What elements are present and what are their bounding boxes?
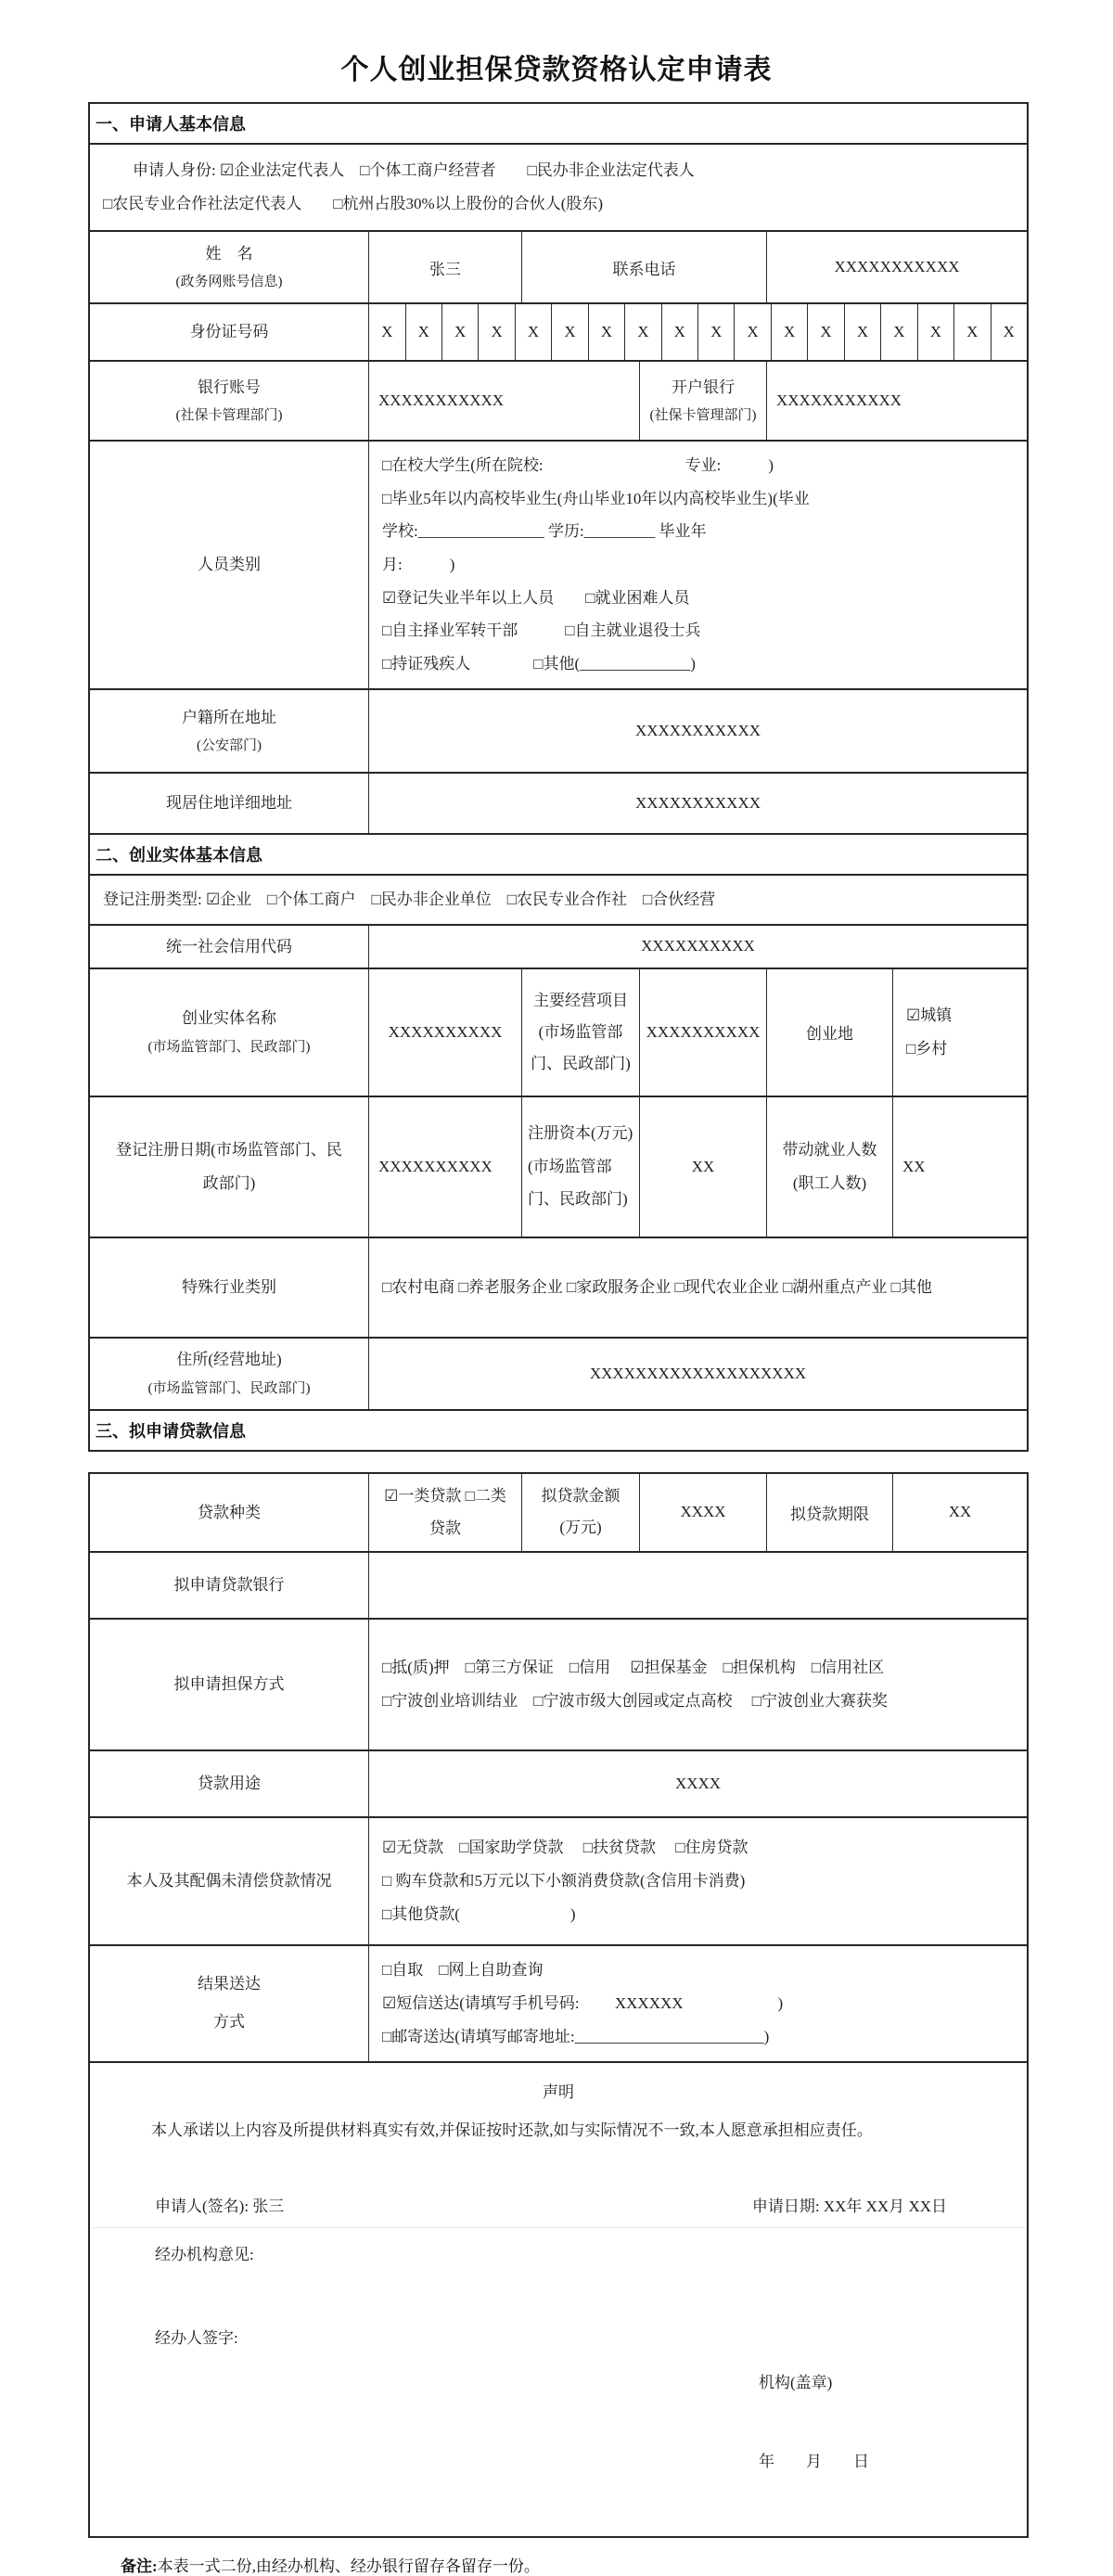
form-table-main <box>88 102 1029 1452</box>
business-address-label: 住所(经营地址) <box>176 1351 282 1369</box>
application-date: 申请日期: XX年 XX月 XX日 <box>751 2197 947 2215</box>
id-digit-cell: X <box>953 304 990 360</box>
startup-place-options <box>892 969 1027 1096</box>
name-row <box>90 230 1027 302</box>
person-type-options <box>368 442 1027 688</box>
section1-header-row <box>90 104 1027 143</box>
outstanding-loans-line: ☑无贷款 □国家助学贷款 □扶贫贷款 □住房贷款 <box>382 1839 748 1857</box>
jobs-created-label: 带动就业人数(职工人数) <box>766 1097 892 1237</box>
hukou-address-label: 户籍所在地址 <box>182 708 276 726</box>
handler-signature-label: 经办人签字: <box>155 2328 238 2347</box>
id-digit-cell: X <box>880 304 916 360</box>
seal-date-blanks: 年 月 日 <box>759 2453 869 2471</box>
agency-opinion-spacer <box>90 2271 1027 2325</box>
loan-bank-row <box>90 1551 1027 1618</box>
person-type-row <box>90 440 1027 688</box>
id-digit-cell: X <box>478 304 514 360</box>
phone-value: XXXXXXXXXXX <box>766 232 1027 302</box>
result-delivery-line: □邮寄送达(请填写邮寄地址:________________________) <box>382 2027 770 2045</box>
name-value: 张三 <box>368 232 521 302</box>
entity-name-label-cell <box>90 969 368 1096</box>
business-project-label: 主要经营项目(市场监管部门、民政部门) <box>521 969 639 1096</box>
loan-amount-value: XXXX <box>639 1474 766 1551</box>
declaration-spacer <box>90 2148 1027 2193</box>
person-type-label: 人员类别 <box>198 556 261 574</box>
loan-term-value: XX <box>892 1474 1027 1551</box>
footer-note <box>121 2553 1113 2576</box>
outstanding-loans-line: □ 购车贷款和5万元以下小额消费贷款(含信用卡消费) <box>382 1872 746 1890</box>
result-delivery-line: ☑短信送达(请填写手机号码: XXXXXX ) <box>382 1994 784 2013</box>
declaration-block <box>90 2063 1027 2536</box>
business-project-value: XXXXXXXXXX <box>639 969 766 1096</box>
person-type-line: □自主择业军转干部 □自主就业退役士兵 <box>382 622 701 640</box>
person-type-line: 学校:________________ 学历:_________ 毕业年 <box>382 522 707 541</box>
bank-name-label-cell <box>639 362 766 440</box>
entity-name-value: XXXXXXXXXX <box>368 969 521 1096</box>
hukou-address-value: XXXXXXXXXXX <box>368 690 1027 772</box>
bank-account-row <box>90 360 1027 440</box>
entity-name-label: 创业实体名称 <box>182 1009 276 1028</box>
declaration-body: 本人承诺以上内容及所提供材料真实有效,并保证按时还款,如与实际情况不一致,本人愿意承担相应责任。 <box>151 2121 873 2140</box>
id-number-row <box>90 302 1027 360</box>
registered-capital-label: 注册资本(万元)(市场监管部门、民政部门) <box>521 1097 639 1237</box>
bank-name-value: XXXXXXXXXXX <box>766 362 1027 440</box>
special-industry-label: 特殊行业类别 <box>182 1278 276 1297</box>
registered-capital-value: XX <box>639 1097 766 1237</box>
residence-address-value: XXXXXXXXXXX <box>368 774 1027 833</box>
jobs-created-value: XX <box>892 1097 1027 1237</box>
registration-type-row <box>90 874 1027 924</box>
section2-header: 二、创业实体基本信息 <box>96 845 262 865</box>
business-address-label-cell <box>90 1339 368 1409</box>
bank-account-label: 银行账号 <box>198 378 261 396</box>
section2-header-row <box>90 833 1027 874</box>
special-industry-row <box>90 1237 1027 1337</box>
id-digit-cell: X <box>807 304 843 360</box>
residence-address-row <box>90 772 1027 833</box>
footer-note-label: 备注: <box>121 2557 158 2576</box>
id-number-cells <box>368 304 1027 360</box>
declaration-row <box>90 2061 1027 2536</box>
id-digit-cell: X <box>624 304 660 360</box>
id-digit-cell: X <box>697 304 734 360</box>
registration-date-label: 登记注册日期(市场监管部门、民政部门) <box>116 1140 342 1192</box>
id-digit-cell: X <box>661 304 697 360</box>
person-type-line: □毕业5年以内高校毕业生(舟山毕业10年以内高校毕业生)(毕业 <box>382 489 810 507</box>
id-digit-cell: X <box>771 304 807 360</box>
loan-amount-label: 拟贷款金额(万元) <box>521 1474 639 1551</box>
id-digit-cell: X <box>515 304 551 360</box>
id-digit-cell: X <box>917 304 953 360</box>
hukou-address-label-cell <box>90 690 368 772</box>
person-type-line: □在校大学生(所在院校: 专业: ) <box>382 456 774 474</box>
page-title: 个人创业担保贷款资格认定申请表 <box>340 55 773 85</box>
section3-header: 三、拟申请贷款信息 <box>96 1421 246 1441</box>
agency-opinion: 经办机构意见: <box>155 2245 254 2263</box>
id-digit-cell: X <box>588 304 624 360</box>
identity-options-line2: □农民专业合作社法定代表人 □杭州占股30%以上股份的合伙人(股东) <box>103 195 604 212</box>
result-delivery-line: □自取 □网上自助查询 <box>382 1961 544 1980</box>
loan-purpose-row <box>90 1749 1027 1816</box>
bank-account-value: XXXXXXXXXXX <box>368 362 639 440</box>
org-seal-label: 机构(盖章) <box>759 2374 833 2392</box>
outstanding-loans-label: 本人及其配偶未清偿贷款情况 <box>126 1872 332 1890</box>
applicant-signature-row <box>90 2193 1027 2228</box>
business-address-row <box>90 1337 1027 1409</box>
name-label-sub: (政务网账号信息) <box>175 274 283 289</box>
credit-code-row <box>90 924 1027 968</box>
id-digit-cell: X <box>844 304 880 360</box>
id-number-label: 身份证号码 <box>189 323 269 341</box>
footer-note-text: 本表一式二份,由经办机构、经办银行留存各留存一份。 <box>157 2557 540 2576</box>
result-delivery-row <box>90 1944 1027 2061</box>
id-digit-cell: X <box>551 304 587 360</box>
id-digit-cell: X <box>441 304 478 360</box>
form-table-loan <box>88 1472 1029 2539</box>
id-digit-cell: X <box>405 304 441 360</box>
applicant-signature: 申请人(签名): 张三 <box>155 2197 285 2215</box>
bank-name-label-sub: (社保卡管理部门) <box>649 407 757 423</box>
section1-header: 一、申请人基本信息 <box>96 115 246 134</box>
bank-account-label-cell <box>90 362 368 440</box>
startup-place-option-rural: □乡村 <box>906 1039 948 1057</box>
person-type-line: □持证残疾人 □其他(______________) <box>382 655 696 673</box>
guarantee-method-label: 拟申请担保方式 <box>173 1675 285 1694</box>
loan-type-label: 贷款种类 <box>198 1503 261 1521</box>
registration-date-row <box>90 1096 1027 1237</box>
result-delivery-label: 结果送达 <box>198 1975 261 1993</box>
hukou-address-row <box>90 688 1027 772</box>
outstanding-loans-row <box>90 1816 1027 1944</box>
loan-term-label: 拟贷款期限 <box>766 1474 892 1551</box>
loan-bank-value <box>368 1553 1027 1618</box>
bank-account-label-sub: (社保卡管理部门) <box>175 407 283 423</box>
special-industry-options <box>368 1238 1027 1337</box>
special-industry-line: □农村电商 □养老服务企业 □家政服务企业 □现代农业企业 □湖州重点产业 □其他 <box>382 1277 932 1296</box>
guarantee-method-line: □宁波创业培训结业 □宁波市级大创园或定点高校 □宁波创业大赛获奖 <box>382 1692 889 1711</box>
loan-type-options: ☑一类贷款 □二类贷款 <box>368 1474 521 1551</box>
guarantee-method-options <box>368 1620 1027 1749</box>
name-label: 姓 名 <box>205 244 253 263</box>
result-delivery-options <box>368 1946 1027 2061</box>
entity-name-row <box>90 968 1027 1096</box>
guarantee-method-row <box>90 1618 1027 1749</box>
credit-code-value: XXXXXXXXXX <box>368 926 1027 968</box>
business-address-label-sub: (市场监管部门、民政部门) <box>147 1380 311 1396</box>
phone-label: 联系电话 <box>521 232 766 302</box>
applicant-identity-row <box>90 143 1027 230</box>
applicant-identity-options <box>90 145 1027 230</box>
result-delivery-label-cell <box>90 1946 368 2061</box>
loan-bank-label: 拟申请贷款银行 <box>173 1576 285 1595</box>
startup-place-option-urban: ☑城镇 <box>906 1006 953 1024</box>
person-type-line: 月: ) <box>382 556 455 574</box>
hukou-address-label-sub: (公安部门) <box>197 737 262 753</box>
registration-type-options <box>90 876 1027 924</box>
name-label-cell <box>90 232 368 302</box>
credit-code-label: 统一社会信用代码 <box>166 937 292 955</box>
loan-type-row <box>90 1474 1027 1551</box>
residence-address-label: 现居住地详细地址 <box>166 794 292 813</box>
result-delivery-label2: 方式 <box>213 2013 245 2031</box>
registration-type-line: 登记注册类型: ☑企业 □个体工商户 □民办非企业单位 □农民专业合作社 □合伙经营 <box>103 890 716 908</box>
outstanding-loans-line: □其他贷款( ) <box>382 1904 576 1923</box>
section3-header-row <box>90 1409 1027 1450</box>
loan-purpose-value: XXXX <box>368 1751 1027 1816</box>
guarantee-method-line: □抵(质)押 □第三方保证 □信用 ☑担保基金 □担保机构 □信用社区 <box>382 1659 885 1677</box>
org-seal-block <box>711 2325 888 2522</box>
startup-place-label: 创业地 <box>766 969 892 1096</box>
loan-purpose-label: 贷款用途 <box>198 1775 261 1793</box>
id-digit-cell: X <box>734 304 770 360</box>
id-digit-cell: X <box>991 304 1027 360</box>
declaration-heading: 声明 <box>543 2083 574 2102</box>
bank-name-label: 开户银行 <box>672 378 735 396</box>
id-digit-cell: X <box>381 323 393 340</box>
business-address-value: XXXXXXXXXXXXXXXXXXX <box>368 1339 1027 1409</box>
person-type-line: ☑登记失业半年以上人员 □就业困难人员 <box>382 588 690 607</box>
entity-name-label-sub: (市场监管部门、民政部门) <box>147 1039 311 1055</box>
identity-options-line1: 申请人身份: ☑企业法定代表人 □个体工商户经营者 □民办非企业法定代表人 <box>133 161 695 180</box>
registration-date-value: XXXXXXXXXX <box>368 1097 521 1237</box>
outstanding-loans-options <box>368 1818 1027 1944</box>
handler-signature-row <box>90 2325 1027 2522</box>
